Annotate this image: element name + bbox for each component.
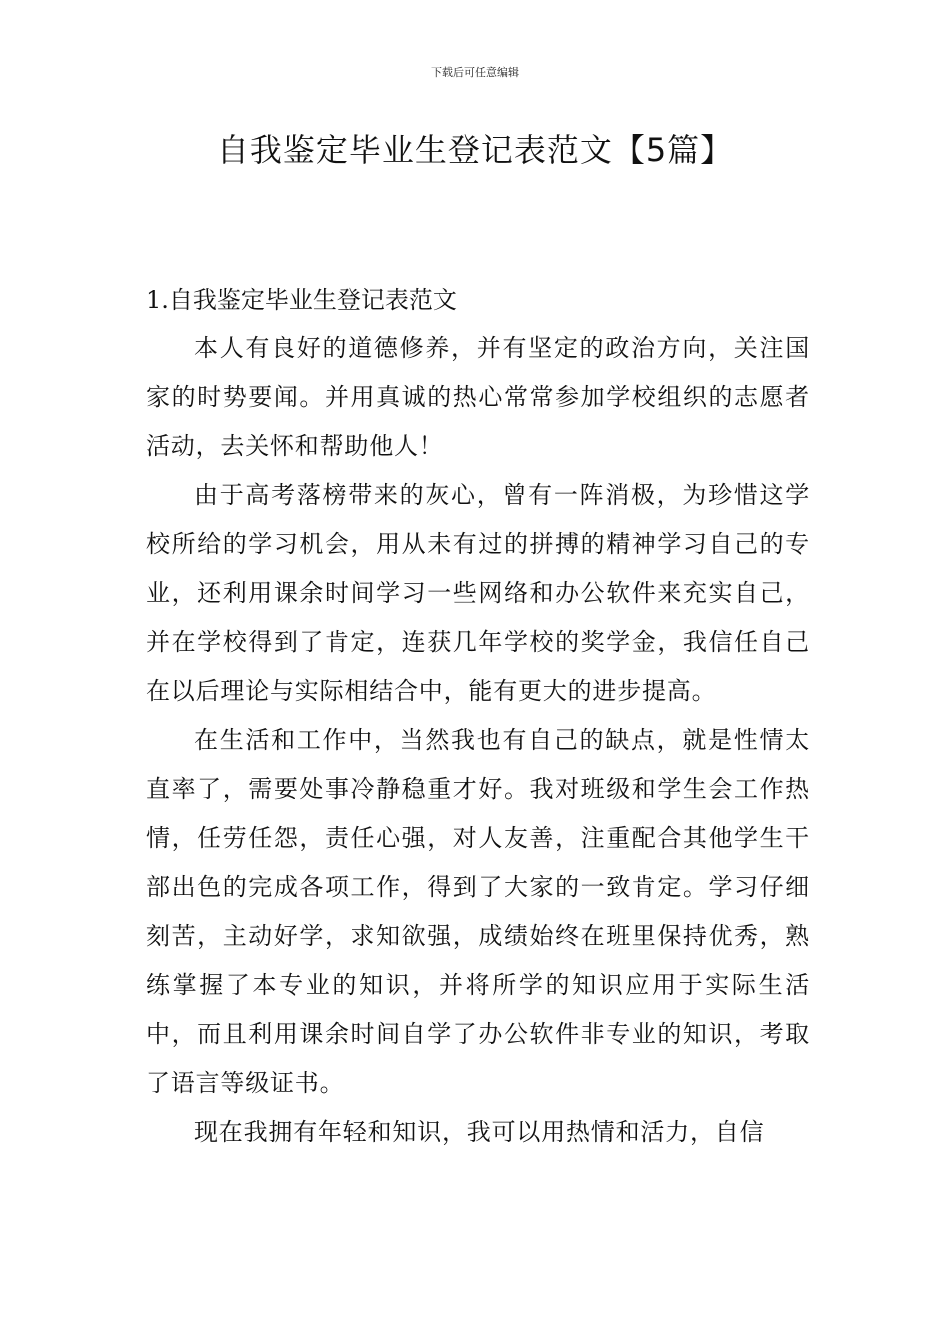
document-body <box>146 276 810 1157</box>
paragraph-1: 本人有良好的道德修养，并有坚定的政治方向，关注国家的时势要闻。并用真诚的热心常常参加学校组织的志愿者活动，去关怀和帮助他人！ <box>146 334 810 460</box>
header-note: 下载后可任意编辑 <box>431 66 519 79</box>
paragraph-3: 在生活和工作中，当然我也有自己的缺点，就是性情太直率了，需要处事冷静稳重才好。我对班级和学生会工作热情，任劳任怨，责任心强，对人友善，注重配合其他学生干部出色的完成各项工作，得到了大家的一致肯定。学习仔细刻苦，主动好学，求知欲强，成绩始终在班里保持优秀，熟练掌握了本专业的知识，并将所学的知识应用于实际生活中，而且利用课余时间自学了办公软件非专业的知识，考取了语言等级证书。 <box>146 726 810 1097</box>
document-title: 自我鉴定毕业生登记表范文【5篇】 <box>216 131 734 169</box>
section-heading: 1.自我鉴定毕业生登记表范文 <box>146 286 457 314</box>
paragraph-4: 现在我拥有年轻和知识，我可以用热情和活力，自信 <box>194 1118 765 1146</box>
paragraph-2: 由于高考落榜带来的灰心，曾有一阵消极，为珍惜这学校所给的学习机会，用从未有过的拼搏的精神学习自己的专业，还利用课余时间学习一些网络和办公软件来充实自己，并在学校得到了肯定，连获几年学校的奖学金，我信任自己在以后理论与实际相结合中，能有更大的进步提高。 <box>146 481 810 705</box>
